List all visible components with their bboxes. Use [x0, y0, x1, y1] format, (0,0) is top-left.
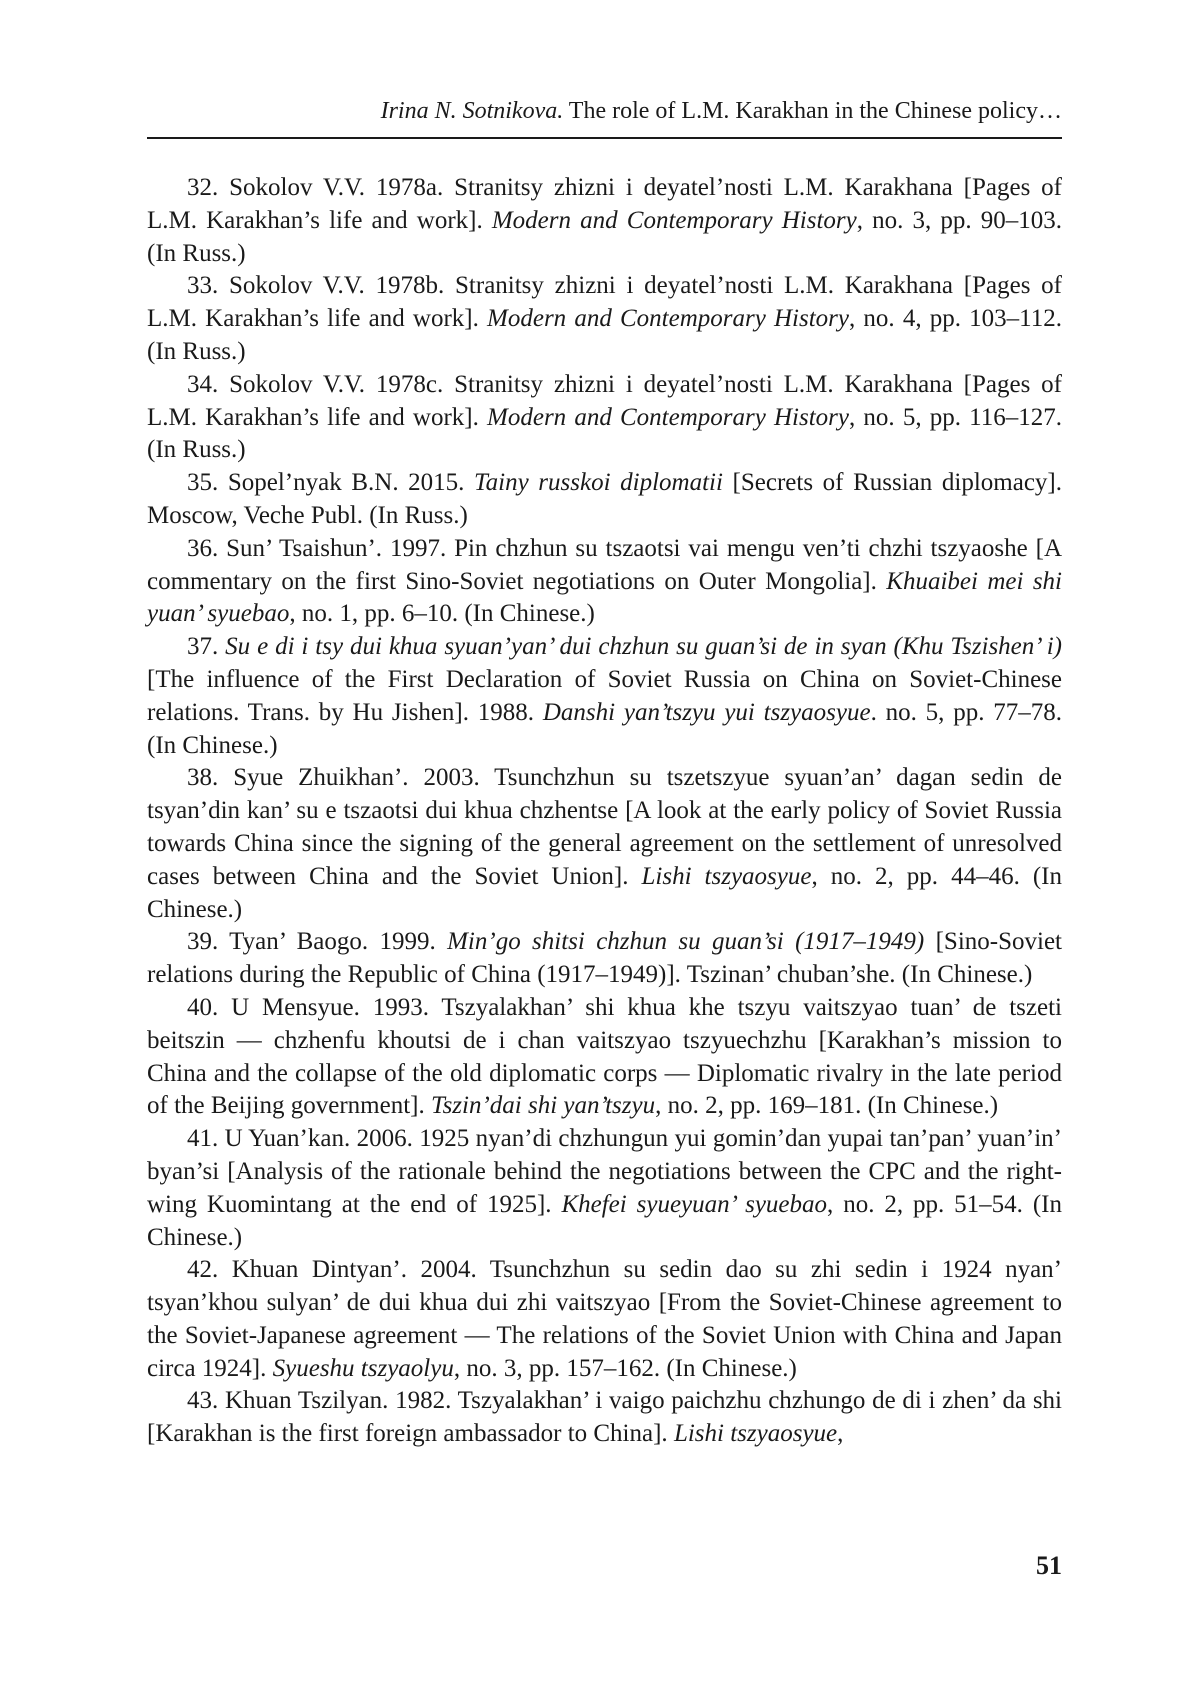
reference-text: [Sino-Soviet relations during the Republic of China (1917–1949)]. Tszinan’ chuban’she. (In Chinese.) [147, 928, 1062, 989]
reference-text: 34. Sokolov V.V. 1978c. Stranitsy zhizni i deyatel’nosti L.M. Karakhana [Pages of L.M. Karakhan’s life and work]. [147, 370, 1062, 431]
reference-text: , [837, 1420, 844, 1448]
reference-text: , no. 2, pp. 44–46. (In Chinese.) [147, 862, 1062, 923]
reference-item [147, 926, 1062, 992]
reference-italic-text: Modern and Contemporary History [491, 206, 857, 234]
reference-italic-text: Modern and Contemporary History [487, 305, 849, 333]
reference-italic-text: Modern and Contemporary History [487, 403, 849, 431]
reference-text: [The influence of the First Declaration of Soviet Russia on China on Soviet-Chinese relations. Trans. by Hu Jishen]. 1988. [147, 665, 1062, 726]
reference-text: 33. Sokolov V.V. 1978b. Stranitsy zhizni i deyatel’nosti L.M. Karakhana [Pages of L.M. Karakhan’s life and work]. [147, 272, 1062, 333]
reference-text: , no. 2, pp. 51–54. (In Chinese.) [147, 1190, 1062, 1251]
reference-italic-text: Khefei syueyuan’ syuebao [561, 1190, 828, 1218]
reference-text: 43. Khuan Tszilyan. 1982. Tszyalakhan’ i vaigo paichzhu chzhungo de di i zhen’ da shi [Karakhan is the first foreign ambassador to China]. [147, 1387, 1062, 1448]
reference-item [147, 631, 1062, 762]
reference-text: 40. U Mensyue. 1993. Tszyalakhan’ shi khua khe tszyu vaitszyao tuan’ de tszeti beitszin — chzhenfu khoutsi de i chan vaitszyao tszyuechzhu [Karakhan’s mission to China and the collapse of the old diplomatic corps — Diplomatic rivalry in the late period of the Beijing government]. [147, 993, 1062, 1120]
reference-text: , no. 4, pp. 103–112. (In Russ.) [147, 305, 1062, 365]
reference-italic-text: Tainy russkoi diplomatii [474, 469, 723, 497]
reference-item [147, 533, 1062, 631]
reference-italic-text: Khuaibei mei shi yuan’ syuebao [147, 567, 1062, 628]
reference-text: 37. [187, 633, 226, 661]
running-header [147, 96, 1062, 126]
reference-item [147, 762, 1062, 926]
reference-item [147, 1123, 1062, 1254]
reference-item [147, 1254, 1062, 1385]
reference-text: , no. 2, pp. 169–181. (In Chinese.) [655, 1092, 999, 1120]
reference-text: 38. Syue Zhuikhan’. 2003. Tsunchzhun su tszetszyue syuan’an’ dagan sedin de tsyan’din kan’ su e tszaotsi dui khua chzhentse [A look at the early policy of Soviet Russia towards China since the signing of the general agreement on the settlement of unresolved cases between China and the Soviet Union]. [147, 764, 1062, 890]
reference-text: , no. 3, pp. 157–162. (In Chinese.) [453, 1354, 797, 1382]
reference-item [147, 369, 1062, 467]
header-author: Irina N. Sotnikova. [380, 98, 564, 124]
reference-item [147, 467, 1062, 533]
reference-item [147, 172, 1062, 270]
reference-italic-text: Lishi tszyaosyue [641, 862, 812, 890]
reference-italic-text: Syueshu tszyaolyu [272, 1354, 454, 1382]
page-number: 51 [1036, 1551, 1062, 1580]
reference-italic-text: Danshi yan’tszyu yui tszyaosyue [542, 698, 871, 726]
header-title: The role of L.M. Karakhan in the Chinese policy… [563, 98, 1062, 124]
reference-italic-text: Lishi tszyaosyue [673, 1420, 838, 1448]
reference-text: 41. U Yuan’kan. 2006. 1925 nyan’di chzhungun yui gomin’dan yupai tan’pan’ yuan’in’ byan’si [Analysis of the rationale behind the negotiations between the CPC and the right-wing Kuomintang at the end of 1925]. [147, 1125, 1062, 1218]
reference-text: 36. Sun’ Tsaishun’. 1997. Pin chzhun su tszaotsi vai mengu ven’ti chzhi tszyaoshe [A commentary on the first Sino-Soviet negotiations on Outer Mongolia]. [147, 534, 1062, 595]
reference-text: , no. 5, pp. 116–127. (In Russ.) [147, 403, 1062, 464]
reference-text: 39. Tyan’ Baogo. 1999. [187, 928, 448, 956]
reference-text: [Secrets of Russian diplomacy]. Moscow, Veche Publ. (In Russ.) [147, 469, 1062, 529]
reference-italic-text: Su e di i tsy dui khua syuan’yan’ dui chzhun su guan’si de in syan (Khu Tszishen’ i) [225, 633, 1063, 661]
reference-text: 42. Khuan Dintyan’. 2004. Tsunchzhun su sedin dao su zhi sedin i 1924 nyan’ tsyan’khou sulyan’ de dui khua dui zhi vaitszyao [From the Soviet-Chinese agreement to the Soviet-Japanese agreement — The relations of the Soviet Union with China and Japan circa 1924]. [147, 1256, 1062, 1382]
reference-italic-text: Min’go shitsi chzhun su guan’si (1917–1949) [447, 928, 925, 956]
reference-text: 32. Sokolov V.V. 1978a. Stranitsy zhizni i deyatel’nosti L.M. Karakhana [Pages of L.M. Karakhan’s life and work]. [147, 174, 1062, 234]
reference-item [147, 270, 1062, 368]
reference-text: . no. 5, pp. 77–78. (In Chinese.) [147, 698, 1063, 759]
reference-text: , no. 3, pp. 90–103. (In Russ.) [147, 206, 1062, 267]
reference-list [147, 172, 1062, 1451]
reference-text: 35. Sopel’nyak B.N. 2015. [187, 469, 475, 497]
reference-text: , no. 1, pp. 6–10. (In Chinese.) [289, 600, 595, 628]
reference-italic-text: Tszin’dai shi yan’tszyu [430, 1092, 656, 1120]
reference-item [147, 1385, 1062, 1451]
reference-item [147, 992, 1062, 1123]
header-divider [147, 137, 1062, 139]
